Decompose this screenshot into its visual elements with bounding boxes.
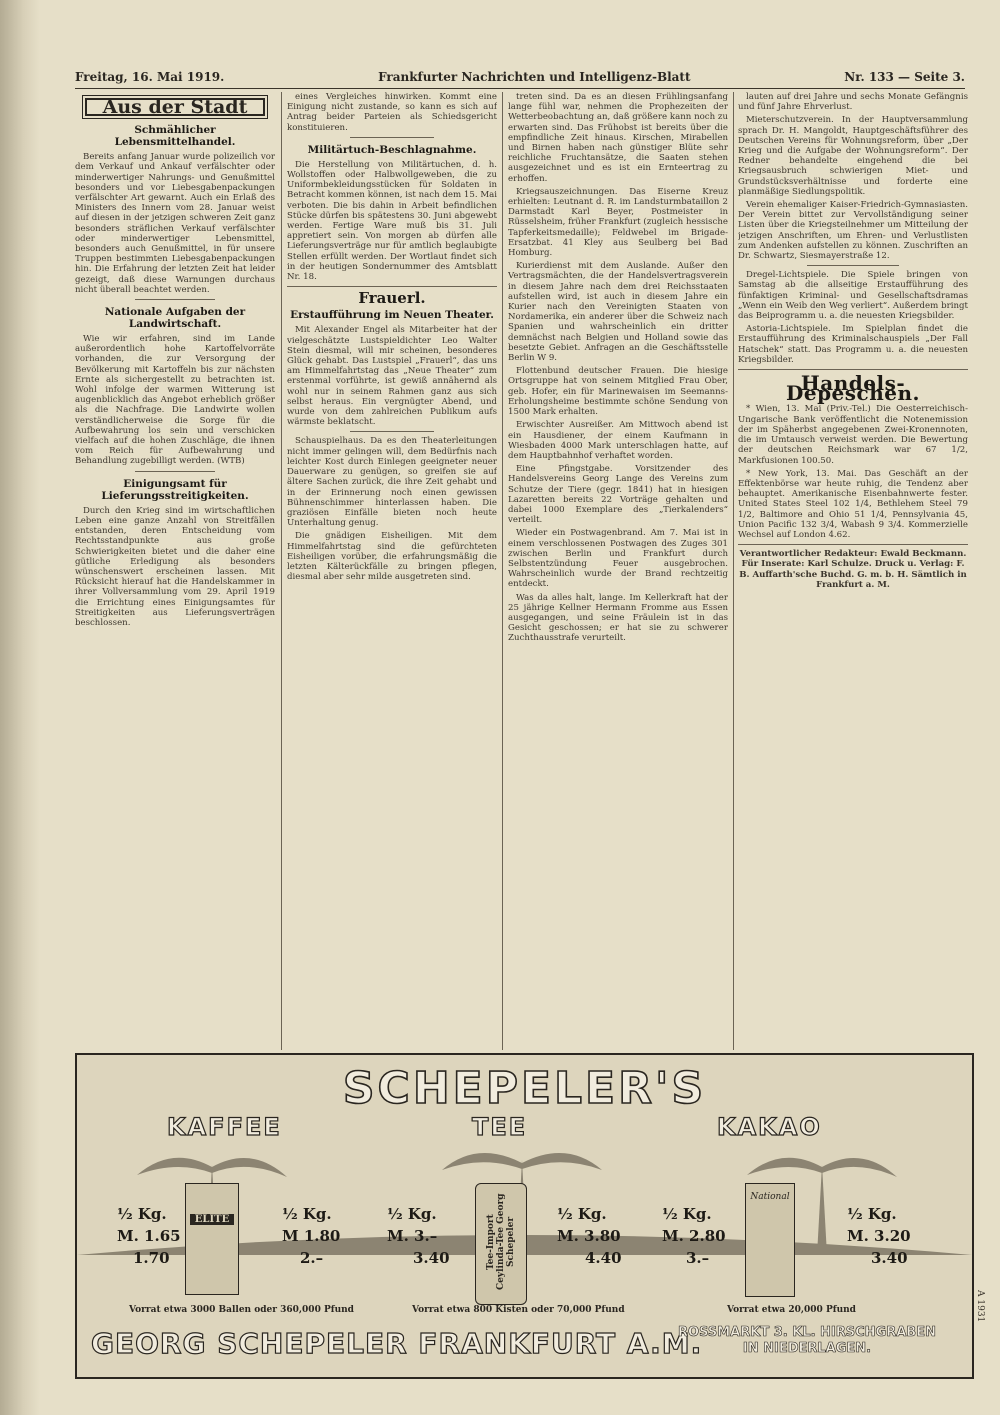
weight-label: ½ Kg. [282, 1205, 332, 1223]
price-tea-1 [387, 1203, 450, 1269]
article-body: Durch den Krieg sind im wirtschaftlichen Leben eine ganze Anzahl von Streitfällen entstanden, deren Entscheidung vom Rechtsstandpunkte aus große Schwierigkeiten bietet und die daher eine gütliche Erledigung als besonders wünschenswert erscheinen lassen. Mit Rücksicht hierauf hat die Handelskammer in ihrer Vollversammlung vom 29. April 1919 die Errichtung eines Einigungsamtes für Streitigkeiten aus Lieferungsverträgen beschlossen. [75, 505, 275, 628]
divider [135, 299, 215, 300]
weight-label: ½ Kg. [387, 1205, 437, 1223]
ad-category-tea: TEE [472, 1113, 528, 1141]
article-body: Wie wir erfahren, sind im Lande außerordentlich hohe Kartoffelvorräte vorhanden, die zur Versorgung der Bevölkerung mit Kartoffeln bis zur nächsten Ernte als sichergestellt zu betrachten ist. Wohl infolge der warmen Witterung ist augenblicklich das Angebot erheblich größer als die Nachfrage. Die Landwirte wollen verständlicherweise die Sorge für die Aufbewahrung los sein und verschicken vielfach auf die hohen Zuschläge, die ihnen vom Reich für Aufbewahrung und Behandlung zugebilligt werden. (WTB) [75, 334, 275, 467]
coffee-package [185, 1183, 239, 1295]
page-header [75, 66, 965, 89]
divider [350, 431, 434, 432]
margin-catalog-number: A 1931 [975, 1290, 985, 1323]
price-value: M 1.80 [282, 1227, 341, 1245]
article-body: Dregel-Lichtspiele. Die Spiele bringen von Samstag ab die allseitige Erstaufführung des fünfaktigen Kriminal- und Gesellschaftsdramas „Wenn ein Weib den Weg verliert“. Außerdem bringt das Beiprogramm u. a. die neuesten Kriegsbilder. [738, 270, 968, 322]
stock-cocoa: Vorrat etwa 20,000 Pfund [727, 1305, 856, 1315]
article-body: Eine Pfingstgabe. Vorsitzender des Handelsvereins Georg Lange des Vereins zum Schutze der Tiere (gegr. 1841) hat in hiesigen Lazaretten bereits 22 Vorträge gehalten und dabei 1000 Exemplare des „Tierkalenders“ verteilt. [508, 464, 728, 526]
package-label: ELITE [190, 1214, 234, 1225]
ad-address-line: IN NIEDERLAGEN. [742, 1341, 872, 1356]
page-binding-edge [0, 0, 40, 1415]
article-body: Schauspielhaus. Da es den Theaterleitungen nicht immer gelingen will, dem Bedürfnis nach leichter Kost durch Einlegen geeigneter neuer Dauerware zu genügen, so greifen sie auf ältere Sachen zurück, die ihre Zeit gehabt und in der Erinnerung noch einen gewissen Bühnenschimmer hinterlassen haben. Die graziösen Einfälle bieten noch heute Unterhaltung genug. [287, 436, 497, 529]
price-value: 1.70 [133, 1249, 170, 1267]
imprint: Verantwortlicher Redakteur: Ewald Beckmann. Für Inserate: Karl Schulze. Druck u. Verlag: F. B. Auffarth'sche Buchd. G. m. b. H. Sämtlich in Frankfurt a. M. [739, 549, 967, 590]
header-page-number: Nr. 133 — Seite 3. [844, 70, 965, 84]
price-value: 2.– [300, 1249, 324, 1267]
article-body: eines Vergleiches hinwirken. Kommt eine Einigung nicht zustande, so kann es sich auf Antrag beider Parteien als Schiedsgericht konstituieren. [287, 92, 497, 133]
article-body: * New York, 13. Mai. Das Geschäft an der Effektenbörse war heute ruhig, die Tendenz aber behauptet. Amerikanische Eisenbahnwerte fester. United States Steel 102 1/4, Bethlehem Steel 79 1/2, Baltimore and Ohio 51 1/4, Pennsylvania 45, Union Pacific 132 3/4, Wabash 9 3/4. Kommerzielle Wechsel auf London 4.62. [738, 468, 968, 540]
section-title: Aus der Stadt [85, 98, 265, 116]
cocoa-package [745, 1183, 795, 1297]
package-label: National [750, 1192, 790, 1202]
column-rule [281, 92, 282, 1050]
divider [135, 471, 215, 472]
feuilleton-title: Frauerl. [358, 289, 426, 308]
column-3 [508, 92, 728, 1050]
ad-category-cocoa: KAKAO [717, 1113, 822, 1141]
ad-footer [77, 1321, 972, 1373]
price-cocoa-2 [847, 1203, 911, 1269]
column-rule [502, 92, 503, 1050]
article-body: Wieder ein Postwagenbrand. Am 7. Mai ist in einem verschlossenen Postwagen des Zuges 301 zwischen Berlin und Frankfurt durch Selbstentzündung Feuer ausgebrochen. Wahrscheinlich wurde der Brand rechtzeitig entdeckt. [508, 528, 728, 590]
weight-label: ½ Kg. [557, 1205, 607, 1223]
ad-address [657, 1325, 957, 1357]
price-value: M. 2.80 [662, 1227, 726, 1245]
schepeler-advertisement [75, 1053, 974, 1379]
price-value: 3.– [686, 1249, 710, 1267]
ad-address-line: ROSSMARKT 3. KL. HIRSCHGRABEN [678, 1325, 936, 1340]
article-body: Was da alles halt, lange. Im Kellerkraft hat der 25 jährige Kellner Hermann Fromme aus Essen ausgegangen, und seine Fräulein ist in das Gesicht geschossen; er hat sie zu schwerer Zuchthausstrafe verurteilt. [508, 592, 728, 644]
price-value: M. 1.65 [117, 1227, 181, 1245]
price-value: 3.40 [871, 1249, 908, 1267]
package-label: Tee-Import Ceylinda-Tee Georg Schepeler [486, 1193, 516, 1291]
article-body: Kriegsauszeichnungen. Das Eiserne Kreuz erhielten: Leutnant d. R. im Landsturmbataillon 2 Darmstadt Karl Beyer, Postmeister in Rüsselsheim, früher Frankfurt (zugleich hessische Tapferkeitsmedaille); Feldwebel im Brigade-Ersatzbat. 41 Kley aus Seulberg bei Bad Homburg. [508, 186, 728, 259]
article-body: Kurierdienst mit dem Auslande. Außer den Vertragsmächten, die der Handelsvertragsverein in diesem Jahre nach dem drei Reichsstaaten aufstellen wird, ist auch in diesem Jahre ein Kurier nach den Vereinigten Staaten von Nordamerika, ein anderer über die Schweiz nach Spanien und wahrscheinlich ein dritter demnächst nach Belgien und Holland sowie das besetzte Gebiet. Anfragen an die Geschäftsstelle Berlin W 9. [508, 261, 728, 364]
stock-tea: Vorrat etwa 800 Kisten oder 70,000 Pfund [412, 1305, 625, 1315]
price-coffee-2 [282, 1203, 340, 1269]
article-body: Mit Alexander Engel als Mitarbeiter hat der vielgeschätzte Lustspieldichter Leo Walter Stein diesmal, will mir scheinen, besonderes Glück gehabt. Das Lustspiel „Frauerl“, das uns am Himmelfahrtstag das „Neue Theater“ zum erstenmal vorführte, ist gewiß annähernd als wohl nur in seinem Rahmen ganz aus sich selbst heraus. Ein vergnügter Abend, und wurde von dem zahlreichen Publikum aufs wärmste beklatscht. [287, 325, 497, 428]
tea-package [475, 1183, 527, 1305]
divider [738, 369, 968, 370]
price-coffee-1 [117, 1203, 181, 1269]
ad-category-coffee: KAFFEE [167, 1113, 282, 1141]
stock-coffee: Vorrat etwa 3000 Ballen oder 360,000 Pfund [129, 1305, 354, 1315]
ad-company-name: GEORG SCHEPELER FRANKFURT A.M. [91, 1327, 703, 1360]
divider [287, 286, 497, 287]
weight-label: ½ Kg. [117, 1205, 167, 1223]
article-body: Astoria-Lichtspiele. Im Spielplan findet die Erstaufführung des Kriminalschauspiels „Der Fall Hatschek“ statt. Das Programm u. a. die neuesten Kriegsbilder. [738, 324, 968, 365]
article-headline: Nationale Aufgaben der Landwirtschaft. [104, 306, 246, 331]
article-body: lauten auf drei Jahre und sechs Monate Gefängnis und fünf Jahre Ehrverlust. [738, 92, 968, 113]
column-2 [287, 92, 497, 1050]
article-body: Verein ehemaliger Kaiser-Friedrich-Gymnasiasten. Der Verein bittet zur Vervollständigung seiner Listen über die Kriegsteilnehmer um Mitteilung der jetzigen Anschriften, um Ehren- und Verlustlisten zum Andenken aufstellen zu können. Zuschriften an Dr. Schwartz, Siesmayerstraße 12. [738, 200, 968, 262]
section-title-trade: Handels-Depeschen. [786, 371, 920, 406]
price-value: 3.40 [413, 1249, 450, 1267]
weight-label: ½ Kg. [847, 1205, 897, 1223]
article-body: * Wien, 13. Mai (Priv.-Tel.) Die Oesterreichisch-Ungarische Bank veröffentlicht die Notenemission der im Späherbst angegebenen Zwei-Kronennoten, die im Umtausch verweist werden. Die Bewertung der deutschen Reichsmark war 67 1/2, Markfusionen 100.50. [738, 404, 968, 466]
article-body: Die gnädigen Eisheiligen. Mit dem Himmelfahrtstag sind die gefürchteten Eisheiligen vorüber, die erfahrungsmäßig die letzten Kälterückfälle zu bringen pflegen, diesmal aber sehr milde ausgetreten sind. [287, 531, 497, 583]
article-body: Die Herstellung von Militärtuchen, d. h. Wollstoffen oder Halbwollgeweben, die zu Uniformbekleidungsstücken für Soldaten in Betracht kommen können, ist nach dem 15. Mai verboten. Die bis dahin in Arbeit befindlichen Stücke dürfen bis spätestens 30. Juni abgewebt werden. Fertige Ware muß bis 31. Juli appretiert sein. Von morgen ab dürfen alle Lieferungsverträge nur für amtlich beglaubigte Stellen erfüllt werden. Der Wortlaut findet sich in der heutigen Sondernummer des Amtsblatt Nr. 18. [287, 159, 497, 283]
article-body: treten sind. Da es an diesen Frühlingsanfang lange fühl war, nehmen die Prophezeiten der Wetterbeobachtung an, daß größere kann noch zu erwarten sind. Das Frühobst ist bereits über die empfindliche Zeit hinaus. Kirschen, Mirabellen und Birnen haben nach günstiger Blüte sehr reichliche Fruchtansätze, die Saaten stehen ausgezeichnet und es ist ein Ernteertrag zu erhoffen. [508, 92, 728, 184]
price-value: 4.40 [585, 1249, 622, 1267]
divider [350, 137, 434, 138]
column-rule [733, 92, 734, 1050]
article-body: Mieterschutzverein. In der Hauptversammlung sprach Dr. H. Mangoldt, Hauptgeschäftsführer des Deutschen Vereins für Wohnungsreform, über „Der Krieg und die Aufgabe der Wohnungsreform“. Der Redner behandelte eingehend die bei Kriegsausbruch schwierigen Miet- und Grundstücksverhältnisse und forderte eine planmäßige Siedlungspolitik. [738, 115, 968, 197]
price-value: M. 3.80 [557, 1227, 621, 1245]
article-body: Bereits anfang Januar wurde polizeilich vor dem Verkauf und Ankauf verfälschter oder minderwertiger Nahrungs- und Genußmittel besonders und vor Liebesgabenpackungen verfälschter Art gewarnt. Auch ein Erlaß des Ministers des Innern vom 28. Januar weist auf diesen in der jetzigen schweren Zeit ganz besonders sträflichen Verkauf verfälschter oder minderwertiger Lebensmittel, besonders auch Genußmittel, in für unsere Truppen bestimmten Liebesgabenpackungen hin. Die Erfahrung der letzten Zeit hat leider gezeigt, daß diese Warnungen durchaus nicht überall beachtet werden. [75, 152, 275, 295]
price-value: M. 3.– [387, 1227, 438, 1245]
article-subheadline: Erstaufführung im Neuen Theater. [290, 309, 494, 322]
article-headline: Schmählicher Lebensmittelhandel. [114, 124, 236, 149]
price-value: M. 3.20 [847, 1227, 911, 1245]
header-paper-title: Frankfurter Nachrichten und Intelligenz-Blatt [378, 70, 691, 84]
article-body: Flottenbund deutscher Frauen. Die hiesige Ortsgruppe hat von seinem Mitglied Frau Ober, geb. Hofer, ein für Marinewaisen im Seemanns-Erholungsheime bestimmte schöne Sendung von 1500 Mark erhalten. [508, 366, 728, 418]
price-tea-2 [557, 1203, 622, 1269]
article-headline: Einigungsamt für Lieferungsstreitigkeiten. [101, 477, 249, 502]
article-headline: Militärtuch-Beschlagnahme. [307, 143, 477, 156]
column-4 [738, 92, 968, 1050]
weight-label: ½ Kg. [662, 1205, 712, 1223]
divider [738, 544, 968, 545]
header-date: Freitag, 16. Mai 1919. [75, 70, 225, 84]
ad-brand-name: SCHEPELER'S [342, 1063, 707, 1114]
divider [807, 265, 899, 266]
column-1 [75, 92, 275, 1050]
article-body: Erwischter Ausreißer. Am Mittwoch abend ist ein Hausdiener, der einem Kaufmann in Wiesbaden 4000 Mark unterschlagen hatte, auf dem Hauptbahnhof verhaftet worden. [508, 420, 728, 461]
price-cocoa-1 [662, 1203, 726, 1269]
